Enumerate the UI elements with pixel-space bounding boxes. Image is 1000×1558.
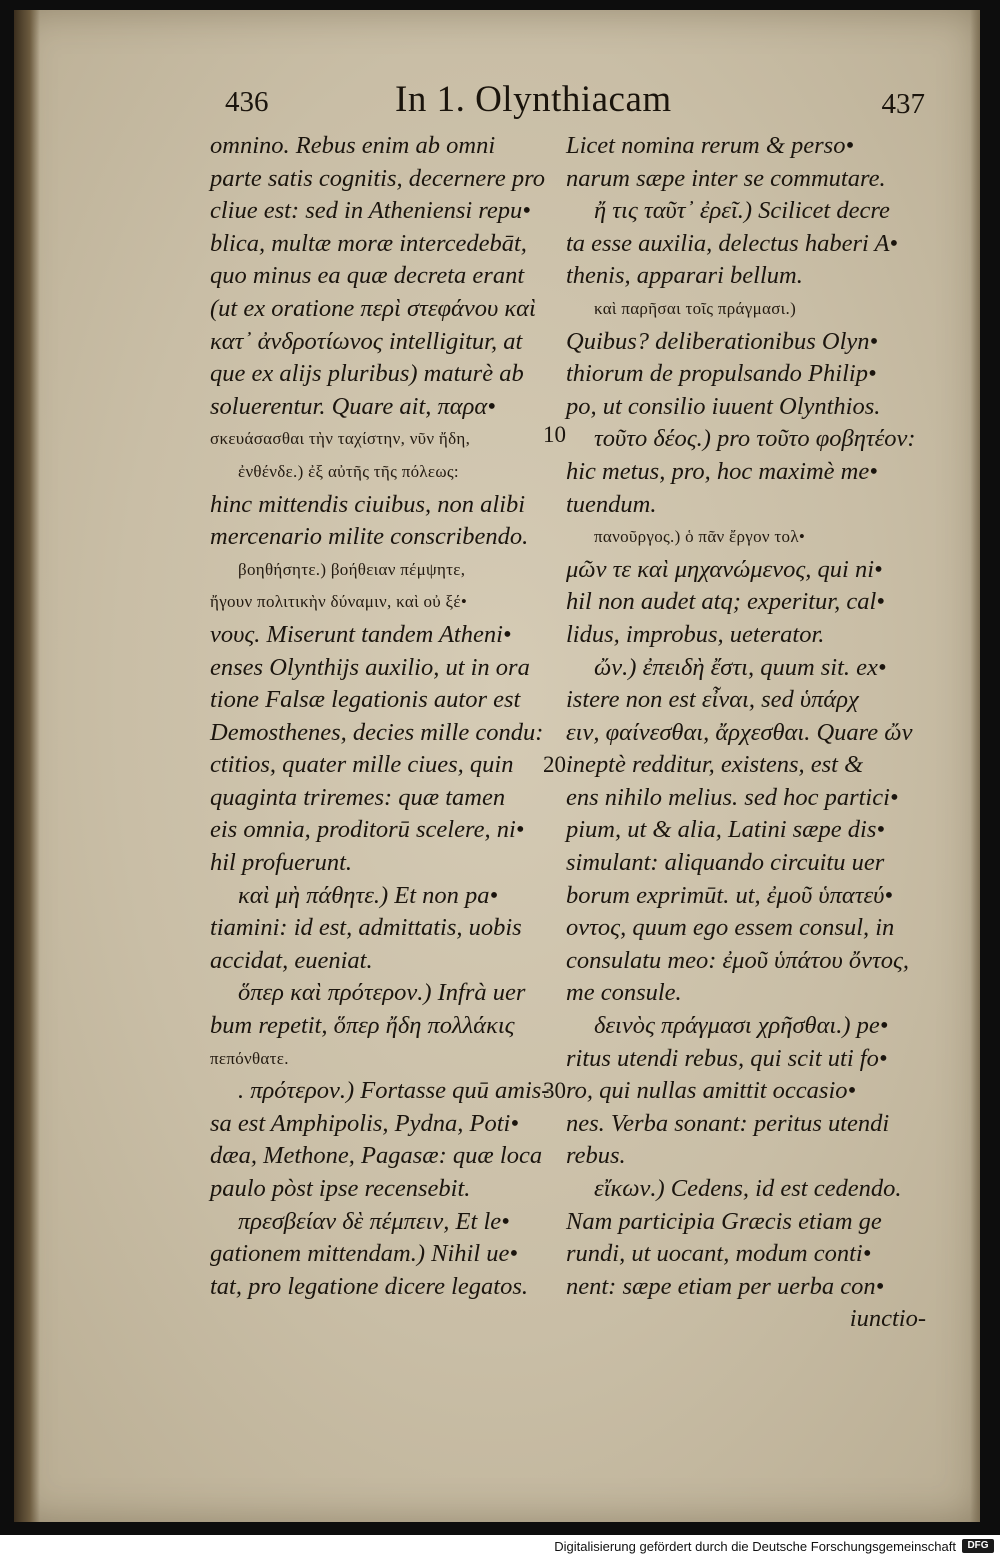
left-column-line: (ut ex oratione περὶ στεφάνου καὶ — [210, 294, 536, 322]
left-column-line: νους. Miserunt tandem Atheni• — [210, 620, 512, 648]
left-column-line: ὅπερ καὶ πρότερον.) Infrà uer — [238, 979, 526, 1007]
left-column-line: que ex alijs pluribus) maturè ab — [210, 360, 524, 388]
left-column-line: καὶ μὴ πάθητε.) Et non pa• — [238, 881, 499, 909]
left-column-line: quaginta triremes: quæ tamen — [210, 783, 506, 811]
line-number-20: 20 — [543, 752, 566, 777]
left-column-line: tiamini: id est, admittatis, uobis — [210, 914, 522, 942]
left-column-line: Demosthenes, decies mille condu: — [210, 718, 544, 746]
right-page-number: 437 — [881, 88, 925, 120]
right-column-line: hic metus, pro, hoc maximè me• — [566, 457, 878, 485]
left-column-line: gationem mittendam.) Nihil ue• — [210, 1240, 518, 1268]
right-column-line: Nam participia Græcis etiam ge — [566, 1207, 882, 1235]
page-edge — [970, 10, 980, 1522]
right-column-line: nent: sæpe etiam per uerba con• — [566, 1272, 885, 1300]
left-column-line: mercenario milite conscribendo. — [210, 523, 529, 551]
book-spine-shadow — [14, 10, 40, 1522]
dfg-logo: DFG — [962, 1539, 994, 1553]
left-column-line: cliue est: sed in Atheniensi repu• — [210, 197, 531, 225]
right-column-line: Quibus? deliberationibus Olyn• — [566, 327, 879, 355]
left-column-line: sa est Amphipolis, Pydna, Poti• — [210, 1109, 519, 1137]
left-column-line: enses Olynthijs auxilio, ut in ora — [210, 653, 530, 681]
right-column-line: rebus. — [566, 1142, 626, 1170]
right-column-line: me consule. — [566, 979, 682, 1007]
right-column-line: thenis, apparari bellum. — [566, 262, 803, 290]
left-column-line: hil profuerunt. — [210, 849, 353, 877]
right-column-line: ens nihilo melius. sed hoc partici• — [566, 783, 899, 811]
left-column-line: βοηθήσητε.) βοήθειαν πέμψητε, — [238, 559, 466, 579]
left-column-line: parte satis cognitis, decernere pro — [210, 164, 546, 192]
right-column-line: narum sæpe inter se commutare. — [566, 164, 886, 192]
left-column-line: quo minus ea quæ decreta erant — [210, 262, 525, 290]
left-column-line: σκευάσασθαι τὴν ταχίστην, νῦν ἤδη, — [210, 429, 471, 449]
right-column-line: ἤ τις ταῦτ᾽ ἐρεῖ.) Scilicet decre — [594, 197, 890, 225]
right-column-line: μῶν τε καὶ μηχανώμενος, qui ni• — [566, 555, 883, 583]
right-column-line: ritus utendi rebus, qui scit uti fo• — [566, 1044, 888, 1072]
right-column-line: po, ut consilio iuuent Olynthios. — [566, 392, 881, 420]
right-column-line: ineptè redditur, existens, est & — [566, 751, 864, 779]
left-column-line: ἐνθένδε.) ἐξ αὐτῆς τῆς πόλεως: — [238, 461, 459, 481]
left-column-line: tione Falsæ legationis autor est — [210, 686, 521, 714]
right-column-line: hil non audet atq; experitur, cal• — [566, 588, 885, 616]
left-column-line: paulo pòst ipse recensebit. — [210, 1175, 471, 1202]
footer-credit: Digitalisierung gefördert durch die Deutsche Forschungsgemeinschaft — [554, 1539, 956, 1554]
running-title: In 1. Olynthiacam — [395, 79, 672, 120]
right-column-line: Licet nomina rerum & perso• — [566, 132, 855, 159]
left-column-line: ctitios, quater mille ciues, quin — [210, 751, 514, 779]
left-column-line: omnino. Rebus enim ab omni — [210, 132, 496, 159]
left-column-line: eis omnia, proditorū scelere, ni• — [210, 816, 525, 844]
right-column-line: τοῦτο δέος.) pro τοῦτο φοβητέον: — [594, 425, 916, 453]
right-column-line: πανοῦργος.) ὁ πᾶν ἔργον τολ• — [594, 527, 806, 547]
left-column-line: blica, multæ moræ intercedebāt, — [210, 229, 527, 257]
line-number-10: 10 — [543, 422, 566, 447]
left-column-line: bum repetit, ὅπερ ἤδη πολλάκις — [210, 1012, 515, 1040]
left-column-line: tat, pro legatione dicere legatos. — [210, 1272, 528, 1300]
right-column-line: thiorum de propulsando Philip• — [566, 360, 877, 388]
left-column-line: πρεσβείαν δὲ πέμπειν, Et le• — [238, 1207, 510, 1235]
left-column-line: . πρότερον.) Fortasse quū amis- — [238, 1077, 550, 1105]
right-column-line: καὶ παρῆσαι τοῖς πράγμασι.) — [594, 298, 797, 318]
left-column-line: ἤγουν πολιτικὴν δύναμιν, καὶ οὐ ξέ• — [210, 592, 468, 612]
right-text-column — [566, 130, 926, 1336]
left-column-line: soluerentur. Quare ait, παρα• — [210, 392, 496, 420]
digitization-footer — [0, 1535, 1000, 1558]
right-column-line: istere non est εἶναι, sed ὑπάρχ — [566, 686, 859, 714]
left-text-column — [210, 130, 560, 1303]
right-column-line: nes. Verba sonant: peritus utendi — [566, 1109, 890, 1137]
right-column-line: simulant: aliquando circuitu uer — [566, 849, 885, 877]
left-column-line: accidat, eueniat. — [210, 946, 373, 974]
page-header — [205, 78, 945, 128]
right-column-line: pium, ut & alia, Latini sæpe dis• — [566, 816, 885, 844]
left-column-line: πεπόνθατε. — [210, 1048, 289, 1068]
right-column-line: οντος, quum ego essem consul, in — [566, 914, 895, 942]
left-column-line: dæa, Methone, Pagasæ: quæ loca — [210, 1142, 543, 1170]
right-column-line: tuendum. — [566, 490, 657, 518]
line-number-30: 30 — [543, 1078, 566, 1103]
right-column-line: consulatu meo: ἐμοῦ ὑπάτου ὄντος, — [566, 946, 910, 974]
right-column-line: iunctio- — [849, 1305, 926, 1333]
right-column-line: δεινὸς πράγμασι χρῆσθαι.) pe• — [594, 1012, 889, 1040]
right-column-line: rundi, ut uocant, modum conti• — [566, 1240, 872, 1268]
left-page-number: 436 — [225, 86, 269, 118]
right-column-line: ειν, φαίνεσθαι, ἄρχεσθαι. Quare ὤν — [566, 718, 913, 746]
right-column-line: ro, qui nullas amittit occasio• — [566, 1077, 857, 1105]
right-column-line: borum exprimūt. ut, ἐμοῦ ὑπατεύ• — [566, 881, 893, 909]
right-column-line: ta esse auxilia, delectus haberi A• — [566, 229, 899, 257]
left-column-line: hinc mittendis ciuibus, non alibi — [210, 490, 526, 518]
right-column-line: εἴκων.) Cedens, id est cedendo. — [594, 1175, 902, 1202]
left-column-line: κατ᾽ ἀνδροτίωνος intelligitur, at — [210, 327, 523, 355]
right-column-line: ὤν.) ἐπειδὴ ἔστι, quum sit. ex• — [594, 653, 887, 681]
right-column-line: lidus, improbus, ueterator. — [566, 620, 825, 648]
